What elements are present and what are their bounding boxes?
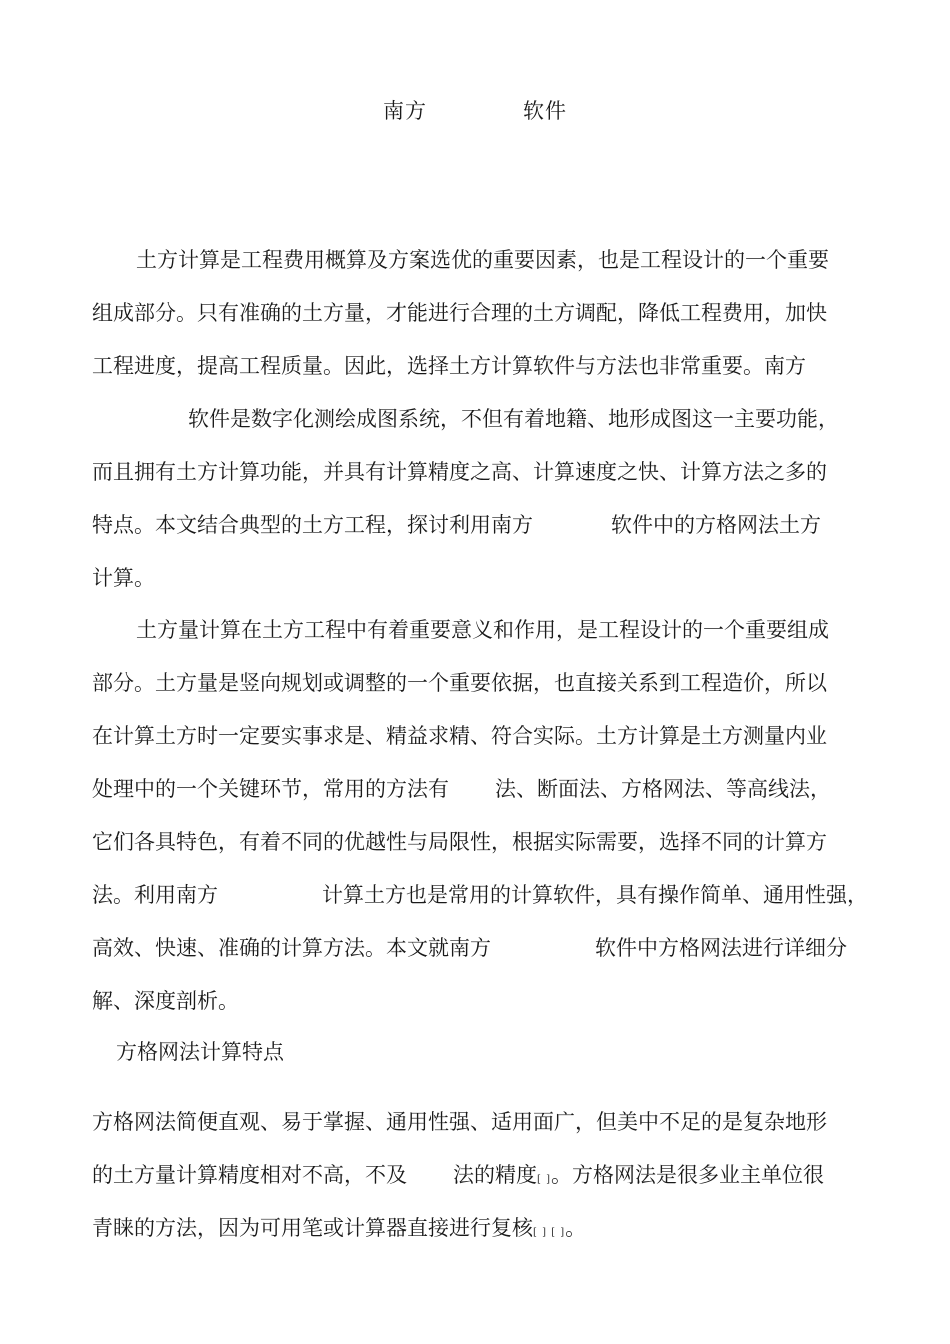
p2-line-2: 部分。土方量是竖向规划或调整的一个重要依据，也直接关系到工程造价，所以 [92,671,827,695]
p3-line-2b: 法的精度 [453,1163,537,1187]
p2-line-4b: 法、断面法、方格网法、等高线法， [495,777,831,801]
p1-line-6 [92,499,892,552]
p1-line-5: 而且拥有土方计算功能，并具有计算精度之高、计算速度之快、计算方法之多的 [92,460,827,484]
p3-line-3a: 青睐的方法，因为可用笔或计算器直接进行复核 [92,1216,533,1240]
p1-line-3: 工程进度，提高工程质量。因此，选择土方计算软件与方法也非常重要。南方 [92,354,806,378]
p1-line-1: 土方计算是工程费用概算及方案选优的重要因素，也是工程设计的一个重要 [136,248,829,272]
p2-line-8: 解、深度剖析。 [92,989,239,1013]
p2-line-4a: 处理中的一个关键环节，常用的方法有 [92,777,449,801]
p1-line-6a: 特点。本文结合典型的土方工程，探讨利用南方 [92,513,533,537]
p2-line-6a: 法。利用南方 [92,883,218,907]
document-title [0,96,950,126]
p2-line-7b: 软件中方格网法进行详细分 [595,936,847,960]
title-right: 软件 [523,99,567,123]
p2-line-3: 在计算土方时一定要实事求是、精益求精、符合实际。土方计算是土方测量内业 [92,724,827,748]
p1-line-2: 组成部分。只有准确的土方量，才能进行合理的土方调配，降低工程费用，加快 [92,301,827,325]
p2-line-4 [92,763,892,816]
p2-line-6 [92,869,892,922]
p2-line-1: 土方量计算在土方工程中有着重要意义和作用，是工程设计的一个重要组成 [136,618,829,642]
citation-ref-2: [ ] [ ] [533,1227,566,1238]
paragraph-3 [92,1096,892,1255]
p3-line-2c: 。方格网法是很多业主单位很 [550,1163,824,1187]
paragraph-2 [92,604,892,1028]
p2-line-5: 它们各具特色，有着不同的优越性与局限性，根据实际需要，选择不同的计算方 [92,830,827,854]
p2-line-7a: 高效、快速、准确的计算方法。本文就南方 [92,936,491,960]
p3-line-2a: 的土方量计算精度相对不高，不及 [92,1163,407,1187]
paragraph-1 [92,234,892,605]
p2-line-6b: 计算土方也是常用的计算软件，具有操作简单、通用性强， [322,883,868,907]
p3-line-1: 方格网法简便直观、易于掌握、通用性强、适用面广，但美中不足的是复杂地形 [92,1110,827,1134]
p1-line-7: 计算。 [92,566,155,590]
title-left: 南方 [383,99,427,123]
p2-line-7 [92,922,892,975]
p1-line-6b: 软件中的方格网法土方 [611,513,821,537]
p3-line-2 [92,1149,892,1202]
citation-ref-1: [ ] [537,1174,551,1185]
section-heading: 方格网法计算特点 [116,1040,284,1064]
p3-line-3 [92,1202,892,1255]
p3-line-3b: 。 [565,1216,587,1240]
p1-line-4: 软件是数字化测绘成图系统，不但有着地籍、地形成图这一主要功能， [188,407,839,431]
